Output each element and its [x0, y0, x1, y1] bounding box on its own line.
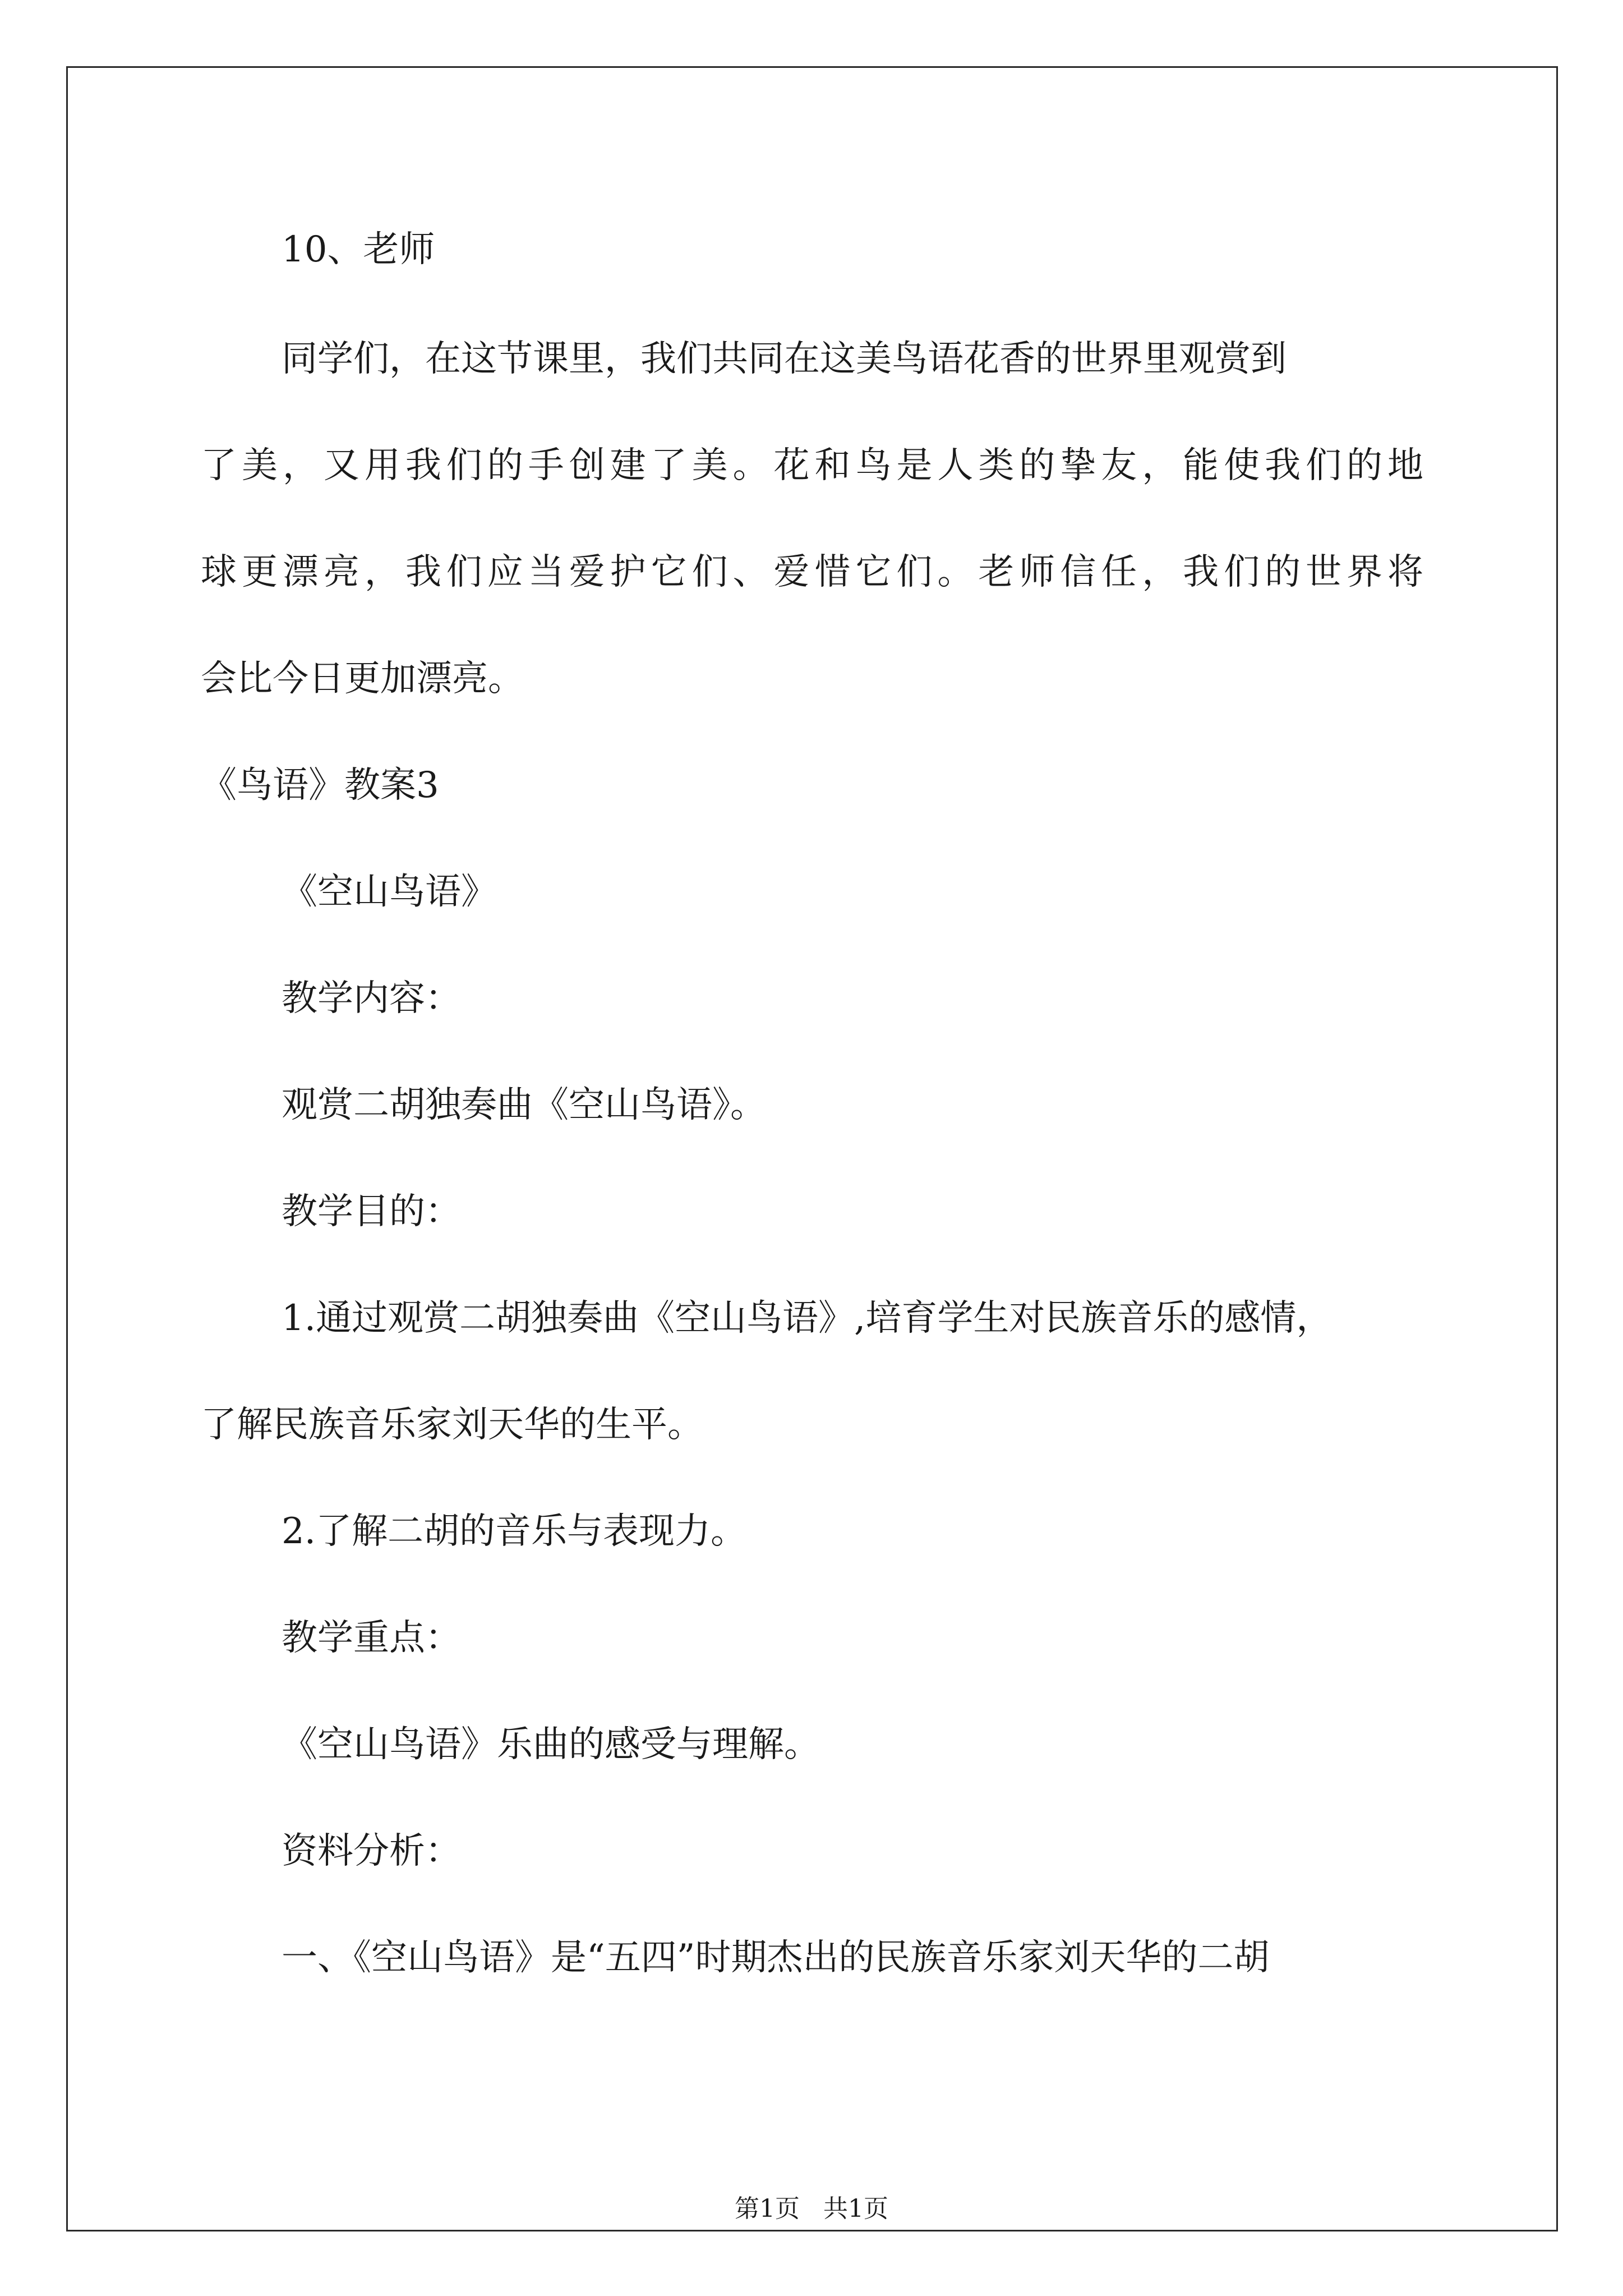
- paragraph-line: 观赏二胡独奏曲《空山鸟语》。: [282, 1084, 766, 1126]
- page-border: [66, 66, 1558, 2231]
- section-label: 教学目的：: [282, 1191, 461, 1232]
- section-heading: 10、老师: [282, 229, 435, 270]
- page-footer: 第1页 共1页: [735, 2194, 888, 2223]
- paragraph-line: 会比今日更加漂亮。: [201, 658, 524, 700]
- section-label: 资料分析：: [282, 1830, 461, 1872]
- list-item: 1.通过观赏二胡独奏曲《空山鸟语》,培育学生对民族音乐的感情，: [282, 1297, 1332, 1339]
- section-label: 教学重点：: [282, 1617, 461, 1659]
- paragraph-line: 一、《空山鸟语》是“五四”时期杰出的民族音乐家刘天华的二胡: [282, 1937, 1270, 1978]
- paragraph-line: 了美，又用我们的手创建了美。花和鸟是人类的挚友，能使我们的地: [201, 445, 1423, 486]
- paragraph-line: 同学们，在这节课里，我们共同在这美鸟语花香的世界里观赏到: [282, 338, 1287, 380]
- paragraph-line: 球更漂亮，我们应当爱护它们、爱惜它们。老师信任，我们的世界将: [201, 551, 1423, 593]
- paragraph-line: 了解民族音乐家刘天华的生平。: [201, 1404, 703, 1446]
- list-item: 2.了解二胡的音乐与表现力。: [282, 1511, 747, 1552]
- lesson-title: 《空山鸟语》: [282, 871, 497, 913]
- paragraph-line: 《空山鸟语》乐曲的感受与理解。: [282, 1724, 820, 1765]
- document-title: 《鸟语》教案3: [201, 765, 439, 806]
- section-label: 教学内容：: [282, 978, 461, 1019]
